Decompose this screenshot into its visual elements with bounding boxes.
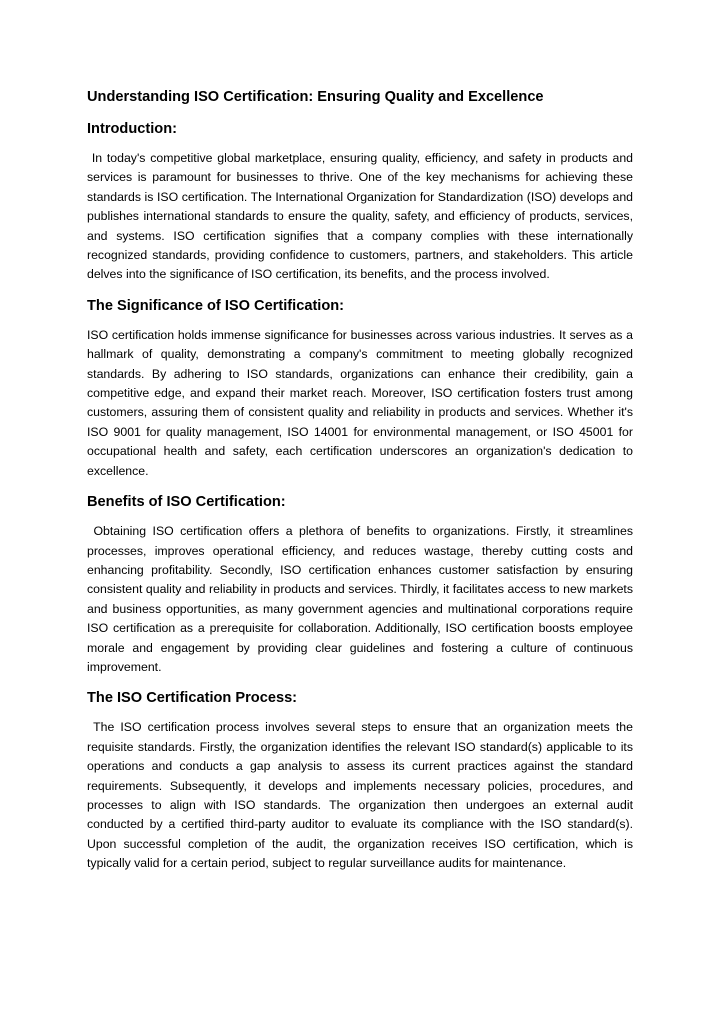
section-paragraph: ISO certification holds immense significance for businesses across various industries. It serves as a hallmark of quality, demonstrating a company's commitment to meeting globally recognized standards. By adhering to ISO standards, organizations can enhance their credibility, gain a competitive edge, and expand their market reach. Moreover, ISO certification fosters trust among customers, assuring them of consistent quality and reliability in products and services. Whether it's ISO 9001 for quality management, ISO 14001 for environmental management, or ISO 45001 for occupational health and safety, each certification underscores an organization's dedication to excellence. — [87, 327, 633, 478]
document-body — [87, 87, 633, 885]
section-paragraph: Obtaining ISO certification offers a plethora of benefits to organizations. Firstly, it streamlines processes, improves operational efficiency, and reduces wastage, thereby cutting costs and enhancing profitability. Secondly, ISO certification enhances customer satisfaction by ensuring consistent quality and reliability in products and services. Thirdly, it facilitates access to new markets and business opportunities, as many government agencies and multinational corporations require ISO certification as a prerequisite for collaboration. Additionally, ISO certification boosts employee morale and engagement by providing clear guidelines and fostering a culture of continuous improvement. — [87, 524, 633, 674]
section-process — [87, 688, 633, 873]
section-paragraph: In today's competitive global marketplace, ensuring quality, efficiency, and safety in products and services is paramount for businesses to thrive. One of the key mechanisms for achieving these standards is ISO certification. The International Organization for Standardization (ISO) develops and publishes international standards to ensure the quality, safety, and efficiency of products, services, and systems. ISO certification signifies that a company complies with these internationally recognized standards, providing confidence to customers, partners, and stakeholders. This article delves into the significance of ISO certification, its benefits, and the process involved. — [87, 151, 634, 282]
section-heading: The Significance of ISO Certification: — [87, 297, 345, 314]
section-introduction — [87, 119, 633, 285]
section-paragraph: The ISO certification process involves several steps to ensure that an organization meets the requisite standards. Firstly, the organization identifies the relevant ISO standard(s) applicable to its operations and conducts a gap analysis to assess its current practices against the standard requirements. Subsequently, it develops and implements necessary policies, procedures, and processes to align with ISO standards. The organization then undergoes an external audit conducted by a certified third-party auditor to evaluate its compliance with the ISO standard(s). Upon successful completion of the audit, the organization receives ISO certification, which is typically valid for a certain period, subject to regular surveillance audits for maintenance. — [87, 720, 633, 871]
document-title: Understanding ISO Certification: Ensuring Quality and Excellence — [87, 89, 544, 105]
section-benefits — [87, 492, 633, 677]
section-heading: Benefits of ISO Certification: — [87, 494, 286, 511]
section-heading: Introduction: — [87, 121, 177, 137]
section-significance — [87, 296, 633, 481]
section-heading: The ISO Certification Process: — [87, 690, 298, 707]
